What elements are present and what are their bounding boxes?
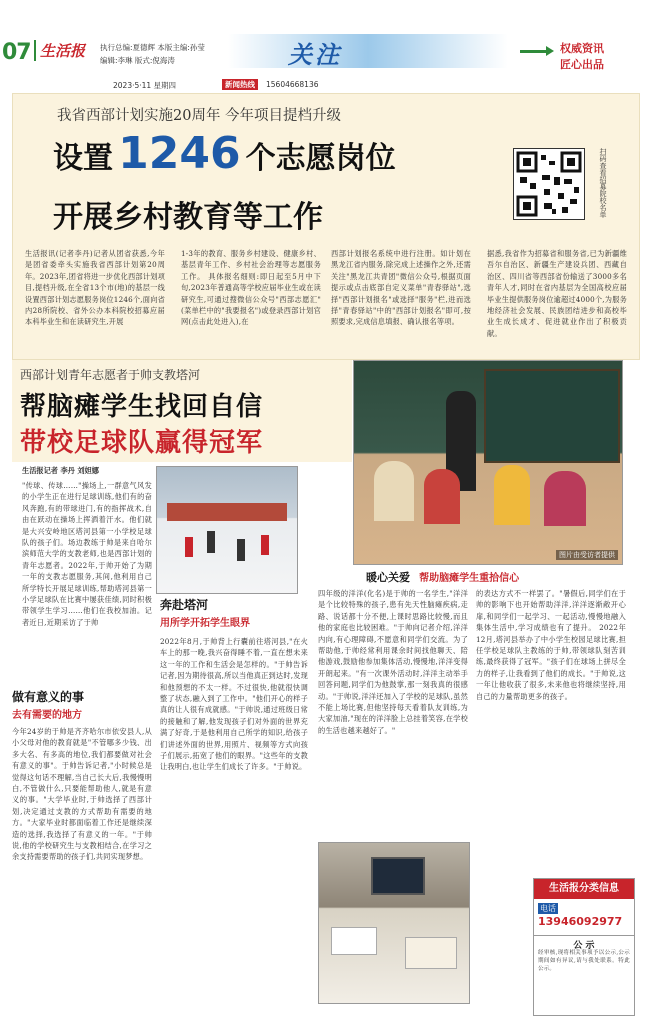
- feature-kicker: 西部计划青年志愿者于帅支教塔河: [20, 368, 201, 382]
- classroom-photo: [353, 360, 623, 565]
- story1-col4: 据悉,我省作为招募省和服务省,已为新疆维吾尔自治区、新疆生产建设兵团、西藏自治区、四川省等西部省份输送了3000多名青年人才,同时在省内基层为全国高校应届毕业生提供服务岗位逾超过4000个,为服务地经济社会发展、民族团结进步和高校毕业生成长成才、促进就业作出了积极贡献。: [487, 249, 627, 338]
- student-figure: [374, 461, 414, 521]
- editor-line-2: 编辑:李琳 版式:倪海涛: [100, 56, 175, 65]
- headline-main-suffix: 个志愿岗位: [245, 141, 396, 176]
- sec2-title: 奔赴塔河: [160, 598, 209, 612]
- feature-title-1: 帮脑瘫学生找回自信: [20, 392, 264, 422]
- notice-title: 公 示: [534, 935, 634, 951]
- student-figure: [494, 465, 530, 525]
- headline-sub: 开展乡村教育等工作: [53, 200, 323, 235]
- paper-stack: [331, 927, 377, 955]
- ad-phone: 13946092977: [538, 915, 623, 928]
- student-figure: [424, 469, 460, 524]
- player-figure: [185, 537, 193, 557]
- hotline-number: 15604668136: [266, 80, 319, 89]
- top-story: [12, 93, 640, 360]
- headline-main: [53, 128, 396, 179]
- player-figure: [261, 535, 269, 555]
- sec2-text: 2022年8月,于帅背上行囊前往塔河县,"在火车上的那一晚,我兴奋得睡不着,一直在想未来这一年的工作和生活会是怎样的。"于帅告诉记者,因为期待很高,所以当他真正到达时,发现和他预想的不太一样。不过很快,他就很快调整了状态,融入到了工作中。"他们开心的样子真的让人很有成就感。"于帅说,通过班级日常的接触和了解,他发现孩子们对外面的世界充满了好奇,于是他利用自己所学的知识,给孩子们讲述外面的世界,用照片、视频等方式向孩子们展示,拓宽了他们的眼界。"这些年的支教让我明白,也让学生们成长了许多。"于帅说。: [160, 637, 308, 772]
- desk-photo: [318, 842, 470, 1004]
- sec1-subtitle: 去有需要的地方: [12, 710, 82, 721]
- qr-caption: 扫码查看招募院校名单: [599, 148, 607, 218]
- player-figure: [207, 531, 215, 553]
- paper-stack: [405, 937, 457, 969]
- sec2-subtitle: 用所学开拓学生眼界: [160, 618, 250, 629]
- feature-header: [12, 360, 352, 462]
- page-number: 07: [2, 40, 31, 65]
- classified-ad: [533, 878, 635, 1016]
- ad-title: 生活报分类信息: [534, 879, 634, 899]
- masthead: [0, 0, 650, 90]
- headline-kicker: 我省西部计划实施20周年 今年项目提档升级: [57, 108, 342, 124]
- qr-code[interactable]: [513, 148, 585, 220]
- school-building: [167, 503, 287, 521]
- story1-col2: 1-3年的教育、服务乡村建设、健康乡村、基层青年工作、乡村社会治理等志愿服务工作。 具体报名细则:即日起至5月中下旬,2023年普通高等学校应届毕业生或在读研究生,可通过搜微信公众号"西部志愿汇"(菜单栏中的"我要报名")或登录西部计划官网(点击此处进入),在: [181, 249, 321, 327]
- story1-col1: 生活报讯(记者李丹)记者从团省获悉,今年是团省委牵头实施我省西部计划第20周年。2023年,团省将进一步优化西部计划项目,提档升级,在全省13个市(地)的基层一线设置西部计划志愿服务岗位1246个,面向省内28所院校、省外公办本科院校招募应届本科毕业生和在读研究生,开展: [25, 249, 165, 327]
- sec1-text: 今年24岁的于帅是齐齐哈尔市依安县人,从小父母对他的教育就是"不管哪多少钱、出多大名、有多高的地位,我们都要做对社会有意义的事"。于帅告诉记者,"小时候总是觉得这句话不理解,当自己长大后,我慢慢明白,不管做什么,只要能帮助他人,就是有意义的事。"大学毕业时,于帅选择了西部计划,决定通过支教的方式帮助有需要的地方。"大家毕业时都面临着工作还是继续深造的选择,我选择了有意义的一年。"于帅说,他的学校研究生与支教相结合,在学习之余支持需要帮助的孩子们,共同实现梦想。: [12, 727, 152, 862]
- blackboard: [484, 369, 620, 463]
- sec3-subtitle: 帮助脑瘫学生重拾信心: [419, 573, 520, 584]
- paper-logo: 生活报: [34, 40, 85, 61]
- sec3-title: 暖心关爱: [366, 571, 410, 584]
- slogan-2: 匠心出品: [560, 58, 604, 71]
- arrow-head-icon: [546, 46, 554, 56]
- sec1-title: 做有意义的事: [12, 690, 85, 704]
- feature-title-2: 带校足球队赢得冠军: [20, 428, 264, 458]
- section-banner: [228, 34, 508, 68]
- notice-text: 经审核,现将相关事项予以公示,公示期间如有异议,请与我处联系。特此公示。: [538, 950, 630, 972]
- slogan-1: 权威资讯: [560, 42, 604, 55]
- byline: 生活报记者 李丹 刘妲娜: [22, 466, 99, 475]
- sec3-text: 四年级的洋洋(化名)是于帅的一名学生,"洋洋是个比较特殊的孩子,患有先天性脑瘫疾病,走路、说话都十分不便,上课时思路比较慢,而且他的家庭也比较困难。"于帅向记者介绍,洋洋内向,有心理障碍,不愿意和同学们交流。为了帮助他,于帅经常利用课余时间找他聊天、陪他游戏,鼓励他参加集体活动,慢慢地,洋洋变得开朗起来。"有一次课外活动时,洋洋主动举手回答问题,同学们为他鼓掌,那一刻我真的很感动。"于帅说,洋洋还加入了学校的足球队,虽然不能上场比赛,但他坚持每天看着队友训练,为大家加油,"现在的洋洋脸上总挂着笑容,在学校的生活也越来越好了。": [318, 589, 468, 735]
- player-figure: [237, 539, 245, 561]
- student-figure: [544, 471, 586, 526]
- sec3-header: [366, 566, 626, 586]
- sec4-text: 的表达方式不一样罢了。"暑假后,同学们在于帅的影响下也开始帮助洋洋,洋洋逐渐敞开心扉,和同学们一起学习、一起活动,慢慢地融入集体生活中,学习成绩也有了提升。 2022年12月,塔河县举办了中小学生校园足球比赛,担任学校足球队主教练的于帅,带领球队刻苦训练,最终获得了冠军。"孩子们在球场上拼尽全力的样子,让我看到了他们的成长。"于帅说,这一年让他收获了很多,未来他也将继续坚持,用自己的力量帮助更多的孩子。: [476, 589, 626, 701]
- school-photo: [156, 466, 298, 594]
- feature-intro: "传球、传球……"操场上,一群意气风发的小学生正在进行足球训练,他们有的奋风奔跑,有的带球进门,有的指挥战术,自由在跃动在操场上挥洒着汗水。他们就是大兴安岭地区塔河县第一小学校足球队的孩子们。场边教练于帅是来自哈尔滨师范大学的支教老师,也是西部计划的青年志愿者。2022年,于帅开始了为期一年的支教志愿服务,其间,他利用自己所学特长开展足球训练,帮助塔河县第一小学足球队在比赛中屡获佳绩,同时积极带领学生学习……他们在我校加油。记者近日,近期采访了于帅: [22, 481, 152, 627]
- headline-main-prefix: 设置: [53, 141, 113, 176]
- headline-number: 1246: [118, 128, 241, 179]
- ad-phone-label: 电话: [540, 904, 556, 913]
- story1-col3: 西部计划报名系统中进行注册。如计划在黑龙江省内服务,除完成上述操作之外,还需关注"黑龙江共青团"微信公众号,根据页面提示或点击底部自定义菜单"青春驿站",选择"西部计划报名"或选择"服务"栏,进而选择"青春驿站"中的"西部计划报名"即可,按照要求,完成信息填报、确认报名等项。: [331, 249, 471, 327]
- hotline-badge: 新闻热线: [222, 79, 258, 90]
- monitor: [371, 857, 425, 895]
- issue-date: 2023·5·11 星期四: [113, 81, 177, 90]
- middle-column: [160, 596, 310, 1014]
- photo-credit: 图片由受访者提供: [556, 550, 618, 560]
- section-title: 关注: [288, 41, 342, 69]
- left-column: [12, 466, 152, 1014]
- editor-line-1: 执行总编:夏德辉 本版主编:孙莹: [100, 43, 205, 52]
